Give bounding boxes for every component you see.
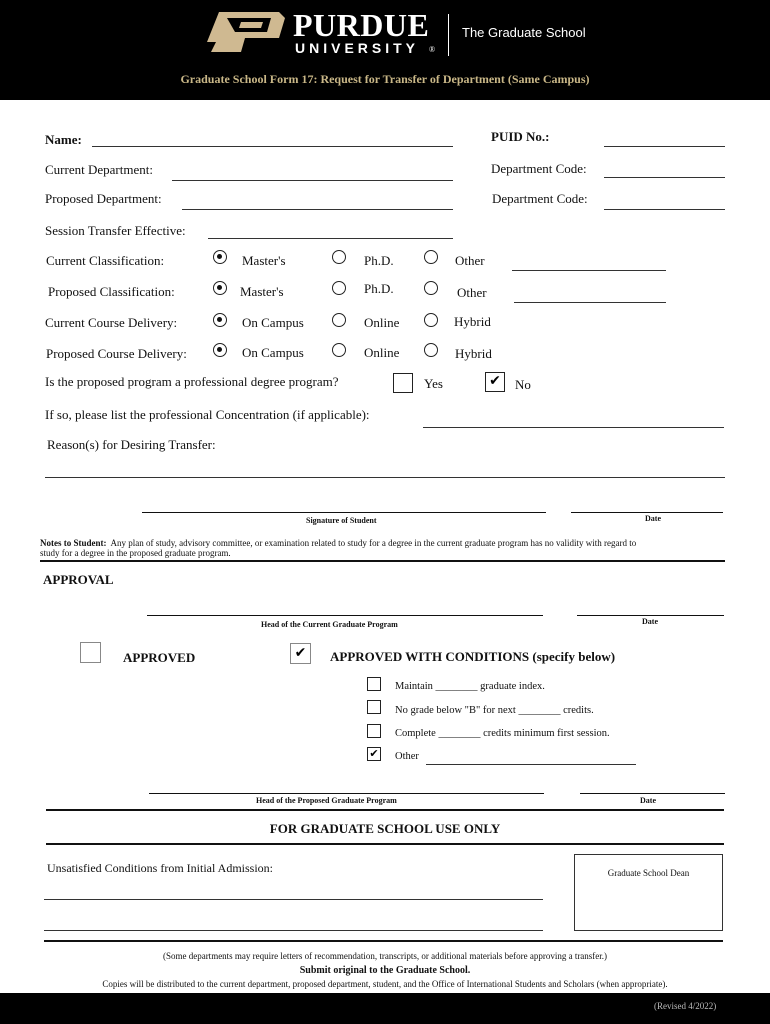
footer-submit: Submit original to the Graduate School. bbox=[299, 965, 471, 976]
proposed-other-field[interactable] bbox=[514, 302, 666, 303]
unsatisfied-label: Unsatisfied Conditions from Initial Admission: bbox=[47, 861, 273, 875]
proposed-department-field[interactable] bbox=[182, 209, 453, 210]
proposed-other-radio[interactable] bbox=[424, 281, 438, 295]
department-code-1-field[interactable] bbox=[604, 177, 725, 178]
header-bar bbox=[0, 0, 770, 100]
condition-maintain-label: Maintain ________ graduate index. bbox=[395, 681, 545, 692]
current-classification-label: Current Classification: bbox=[46, 253, 165, 268]
header-divider bbox=[448, 14, 449, 56]
current-online-radio[interactable] bbox=[332, 313, 346, 327]
puid-field[interactable] bbox=[604, 146, 725, 147]
proposed-phd-radio[interactable] bbox=[332, 281, 346, 295]
office-bottom-divider bbox=[44, 940, 723, 942]
current-oncampus-radio[interactable] bbox=[213, 313, 227, 327]
unsatisfied-field-2[interactable] bbox=[44, 930, 543, 931]
head-proposed-label: Head of the Proposed Graduate Program bbox=[256, 796, 397, 805]
current-delivery-label: Current Course Delivery: bbox=[45, 315, 178, 330]
professional-no-checkbox[interactable]: ✔ bbox=[485, 372, 505, 392]
current-department-label: Current Department: bbox=[45, 162, 153, 177]
puid-label: PUID No.: bbox=[491, 129, 550, 144]
unsatisfied-field-1[interactable] bbox=[44, 899, 543, 900]
session-label: Session Transfer Effective: bbox=[45, 223, 186, 238]
condition-complete-label: Complete ________ credits minimum first session. bbox=[395, 728, 610, 739]
current-masters-label: Master's bbox=[242, 253, 286, 268]
department-code-2-field[interactable] bbox=[604, 209, 725, 210]
student-date-line[interactable] bbox=[571, 512, 723, 513]
current-other-radio[interactable] bbox=[424, 250, 438, 264]
notes-divider bbox=[40, 560, 725, 562]
office-heading: FOR GRADUATE SCHOOL USE ONLY bbox=[269, 821, 501, 836]
head-current-label: Head of the Current Graduate Program bbox=[261, 620, 398, 629]
professional-yes-label: Yes bbox=[424, 376, 443, 391]
current-phd-radio[interactable] bbox=[332, 250, 346, 264]
current-oncampus-label: On Campus bbox=[242, 315, 304, 330]
professional-question: Is the proposed program a professional degree program? bbox=[45, 374, 339, 389]
professional-yes-checkbox[interactable] bbox=[393, 373, 413, 393]
reasons-label: Reason(s) for Desiring Transfer: bbox=[47, 437, 216, 452]
proposed-masters-radio[interactable] bbox=[213, 281, 227, 295]
condition-other-label: Other bbox=[395, 751, 419, 762]
name-field[interactable] bbox=[92, 146, 453, 147]
proposed-oncampus-label: On Campus bbox=[242, 345, 304, 360]
current-other-field[interactable] bbox=[512, 270, 666, 271]
head-current-signature-line[interactable] bbox=[147, 615, 543, 616]
proposed-online-radio[interactable] bbox=[332, 343, 346, 357]
footer-copies: Copies will be distributed to the current department, proposed department, student, and the Office of International Students and Scholars (when appropriate). bbox=[102, 979, 668, 989]
notes-text-1: Any plan of study, advisory committee, or examination related to study for a degree in the current graduate program has no validity with regard to bbox=[110, 538, 637, 548]
office-divider bbox=[46, 843, 724, 845]
date2-label: Date bbox=[640, 796, 656, 805]
current-department-field[interactable] bbox=[172, 180, 453, 181]
footer-bar bbox=[0, 993, 770, 1024]
concentration-label: If so, please list the professional Concentration (if applicable): bbox=[45, 407, 370, 422]
condition-complete-checkbox[interactable] bbox=[367, 724, 381, 738]
current-other-label: Other bbox=[455, 253, 485, 268]
university-name: PURDUE bbox=[293, 7, 430, 43]
date1-label: Date bbox=[642, 617, 658, 626]
footer-note: (Some departments may require letters of recommendation, transcripts, or additional materials before approving a transfer.) bbox=[162, 951, 608, 961]
approved-checkbox[interactable] bbox=[80, 642, 101, 663]
student-signature-label: Signature of Student bbox=[306, 516, 377, 525]
condition-grade-label: No grade below "B" for next ________ credits. bbox=[395, 705, 594, 716]
approved-conditions-label: APPROVED WITH CONDITIONS (specify below) bbox=[330, 649, 616, 664]
school-name: The Graduate School bbox=[462, 25, 586, 40]
proposed-delivery-label: Proposed Course Delivery: bbox=[46, 346, 187, 361]
dean-box[interactable] bbox=[574, 854, 723, 931]
current-hybrid-label: Hybrid bbox=[454, 314, 491, 329]
proposed-hybrid-label: Hybrid bbox=[455, 346, 492, 361]
current-hybrid-radio[interactable] bbox=[424, 313, 438, 327]
current-online-label: Online bbox=[364, 315, 400, 330]
professional-no-label: No bbox=[515, 377, 531, 392]
student-signature-line[interactable] bbox=[142, 512, 546, 513]
date1-line[interactable] bbox=[577, 615, 724, 616]
approval-heading: APPROVAL bbox=[43, 572, 114, 587]
condition-other-field[interactable] bbox=[426, 764, 636, 765]
proposed-phd-label: Ph.D. bbox=[364, 281, 394, 296]
head-proposed-signature-line[interactable] bbox=[149, 793, 544, 794]
notes-label: Notes to Student: bbox=[40, 538, 107, 548]
proposed-masters-label: Master's bbox=[240, 284, 284, 299]
form-title: Graduate School Form 17: Request for Transfer of Department (Same Campus) bbox=[180, 72, 590, 86]
purdue-p-logo-icon bbox=[205, 10, 287, 56]
approved-conditions-checkbox[interactable]: ✔ bbox=[290, 643, 311, 664]
approved-label: APPROVED bbox=[123, 650, 196, 665]
current-masters-radio[interactable] bbox=[213, 250, 227, 264]
reasons-field[interactable] bbox=[45, 477, 725, 478]
revised-label: (Revised 4/2022) bbox=[654, 1001, 717, 1011]
condition-maintain-checkbox[interactable] bbox=[367, 677, 381, 691]
proposed-online-label: Online bbox=[364, 345, 400, 360]
notes-text-2: study for a degree in the proposed graduate program. bbox=[40, 548, 231, 558]
proposed-oncampus-radio[interactable] bbox=[213, 343, 227, 357]
department-code-1-label: Department Code: bbox=[491, 161, 587, 176]
department-code-2-label: Department Code: bbox=[492, 191, 588, 206]
proposed-hybrid-radio[interactable] bbox=[424, 343, 438, 357]
current-phd-label: Ph.D. bbox=[364, 253, 394, 268]
concentration-field[interactable] bbox=[423, 427, 724, 428]
name-label: Name: bbox=[45, 132, 82, 147]
registered-mark: ® bbox=[429, 45, 436, 54]
proposed-classification-label: Proposed Classification: bbox=[48, 284, 175, 299]
university-subname: UNIVERSITY bbox=[295, 40, 420, 56]
approval-divider bbox=[46, 809, 724, 811]
student-date-label: Date bbox=[645, 514, 661, 523]
condition-grade-checkbox[interactable] bbox=[367, 700, 381, 714]
proposed-other-label: Other bbox=[457, 285, 487, 300]
proposed-department-label: Proposed Department: bbox=[45, 191, 162, 206]
condition-other-checkbox[interactable]: ✔ bbox=[367, 747, 381, 761]
date2-line[interactable] bbox=[580, 793, 725, 794]
dean-label: Graduate School Dean bbox=[607, 868, 690, 878]
session-field[interactable] bbox=[208, 238, 453, 239]
